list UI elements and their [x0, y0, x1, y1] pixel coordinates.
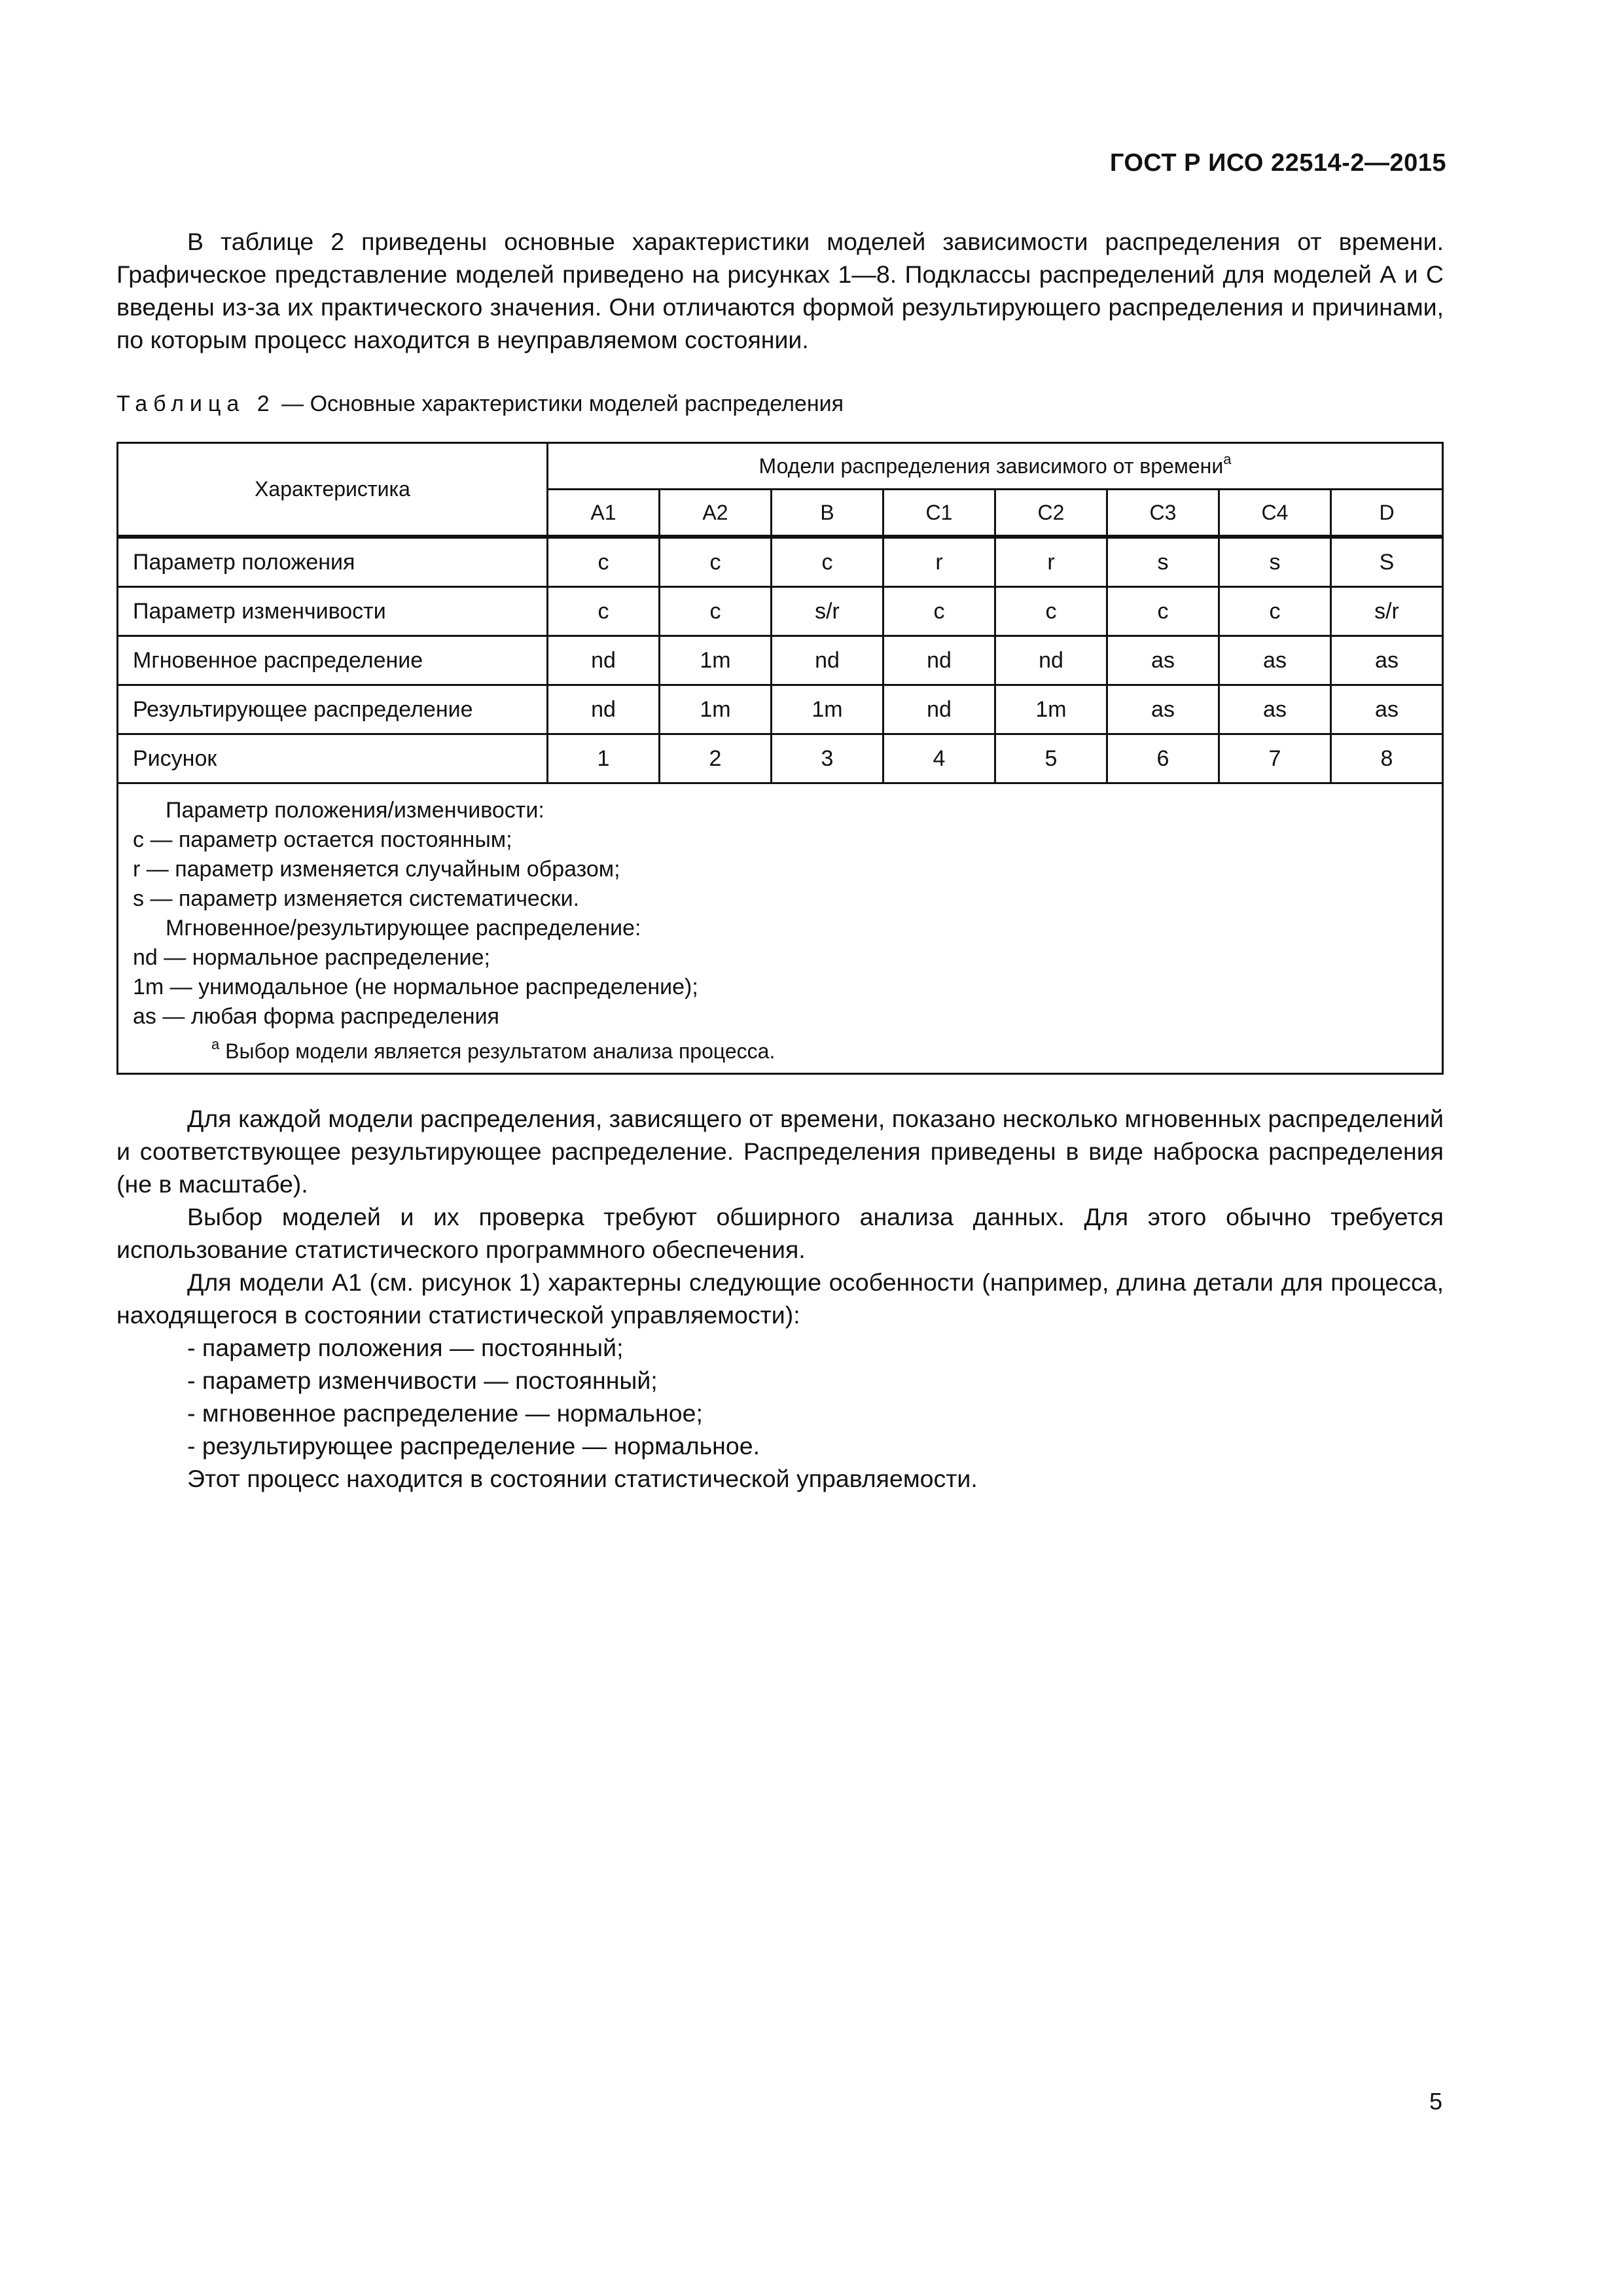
- column-header: A1: [548, 490, 660, 537]
- table-caption-prefix: Таблица 2: [116, 391, 276, 416]
- table-cell: 1m: [660, 685, 772, 734]
- table-cell: c: [883, 587, 995, 636]
- table-cell: s/r: [1331, 587, 1443, 636]
- page-number: 5: [1429, 2088, 1442, 2115]
- intro-section: [116, 225, 1444, 356]
- table-cell: as: [1331, 685, 1443, 734]
- table-cell: nd: [995, 636, 1107, 685]
- row-label: Параметр изменчивости: [118, 587, 548, 636]
- table-cell: nd: [548, 685, 660, 734]
- table-cell: as: [1331, 636, 1443, 685]
- table-footnote: $^a$ Выбор модели является результатом анализа процесса.: [211, 1036, 776, 1063]
- table-row: [118, 587, 1443, 636]
- paragraph: Выбор моделей и их проверка требуют обширного анализа данных. Для этого обычно требуется использование статистического программного обеспечения.: [116, 1203, 1444, 1263]
- table-cell: 3: [772, 734, 883, 783]
- table-cell: as: [1219, 636, 1331, 685]
- table-cell: c: [660, 587, 772, 636]
- table-cell: nd: [772, 636, 883, 685]
- document-code: ГОСТ Р ИСО 22514-2—2015: [1109, 149, 1446, 177]
- table-row: [118, 734, 1443, 783]
- table-notes-row: [118, 783, 1443, 1074]
- row-label: Параметр положения: [118, 537, 548, 587]
- body-section: [116, 1102, 1444, 1495]
- table-cell: 1m: [772, 685, 883, 734]
- intro-paragraph: В таблице 2 приведены основные характеристики моделей зависимости распределения от времени. Графическое представление моделей приведено на рисунках 1—8. Подклассы распределений для моделей А и С введены из-за их практического значения. Они отличаются формой результирующего распределения и причинами, по которым процесс находится в неуправляемом состоянии.: [116, 228, 1444, 353]
- paragraph: Этот процесс находится в состоянии статистической управляемости.: [187, 1465, 978, 1492]
- table-cell: 8: [1331, 734, 1443, 783]
- table-cell: 6: [1107, 734, 1219, 783]
- row-label: Результирующее распределение: [118, 685, 548, 734]
- column-header: C2: [995, 490, 1107, 537]
- column-header: C4: [1219, 490, 1331, 537]
- table-cell: 1: [548, 734, 660, 783]
- table-caption-text: — Основные характеристики моделей распределения: [275, 391, 844, 416]
- paragraph: Для каждой модели распределения, зависящего от времени, показано несколько мгновенных распределений и соответствующее результирующее распределение. Распределения приведены в виде наброска распределения (не в масштабе).: [116, 1105, 1444, 1198]
- column-header: B: [772, 490, 883, 537]
- header-models: Модели распределения зависимого от времени$^a$: [548, 443, 1443, 490]
- table-row: [118, 685, 1443, 734]
- table-cell: 7: [1219, 734, 1331, 783]
- table-cell: nd: [883, 685, 995, 734]
- notes-heading: Параметр положения/изменчивости:: [166, 798, 544, 823]
- table-cell: as: [1219, 685, 1331, 734]
- notes-line: nd — нормальное распределение;: [133, 945, 490, 970]
- table-row: [118, 537, 1443, 587]
- list-item: - параметр положения — постоянный;: [187, 1334, 624, 1361]
- column-header: C3: [1107, 490, 1219, 537]
- table-cell: c: [1219, 587, 1331, 636]
- notes-line: as — любая форма распределения: [133, 1004, 499, 1029]
- table-cell: c: [1107, 587, 1219, 636]
- table-cell: 1m: [995, 685, 1107, 734]
- list-item: - результирующее распределение — нормальное.: [187, 1432, 760, 1460]
- notes-line: 1m — унимодальное (не нормальное распределение);: [133, 975, 698, 999]
- table-row: [118, 636, 1443, 685]
- table-cell: S: [1331, 537, 1443, 587]
- table-cell: 5: [995, 734, 1107, 783]
- characteristics-table: [116, 442, 1444, 1075]
- table-cell: 4: [883, 734, 995, 783]
- notes-line: r — параметр изменяется случайным образом;: [133, 857, 620, 882]
- header-characteristic: Характеристика: [118, 443, 548, 537]
- table-cell: c: [548, 587, 660, 636]
- column-header: D: [1331, 490, 1443, 537]
- column-header: C1: [883, 490, 995, 537]
- row-label: Мгновенное распределение: [118, 636, 548, 685]
- row-label: Рисунок: [118, 734, 548, 783]
- table-cell: s: [1219, 537, 1331, 587]
- table-cell: r: [883, 537, 995, 587]
- table-cell: nd: [883, 636, 995, 685]
- column-header: A2: [660, 490, 772, 537]
- table-cell: 2: [660, 734, 772, 783]
- table-cell: as: [1107, 636, 1219, 685]
- list-item: - мгновенное распределение — нормальное;: [187, 1399, 703, 1427]
- notes-line: s — параметр изменяется систематически.: [133, 886, 580, 911]
- list-item: - параметр изменчивости — постоянный;: [187, 1367, 658, 1394]
- table-cell: 1m: [660, 636, 772, 685]
- table-cell: s: [1107, 537, 1219, 587]
- notes-heading: Мгновенное/результирующее распределение:: [166, 916, 641, 941]
- table-cell: nd: [548, 636, 660, 685]
- table-cell: c: [660, 537, 772, 587]
- table-cell: c: [995, 587, 1107, 636]
- table-cell: c: [548, 537, 660, 587]
- table-cell: as: [1107, 685, 1219, 734]
- notes-line: c — параметр остается постоянным;: [133, 827, 512, 852]
- table-cell: s/r: [772, 587, 883, 636]
- table-cell: c: [772, 537, 883, 587]
- table-caption: [116, 391, 844, 417]
- table-notes: [118, 783, 1443, 1074]
- paragraph: Для модели А1 (см. рисунок 1) характерны следующие особенности (например, длина детали для процесса, находящегося в состоянии статистической управляемости):: [116, 1268, 1444, 1329]
- table-cell: r: [995, 537, 1107, 587]
